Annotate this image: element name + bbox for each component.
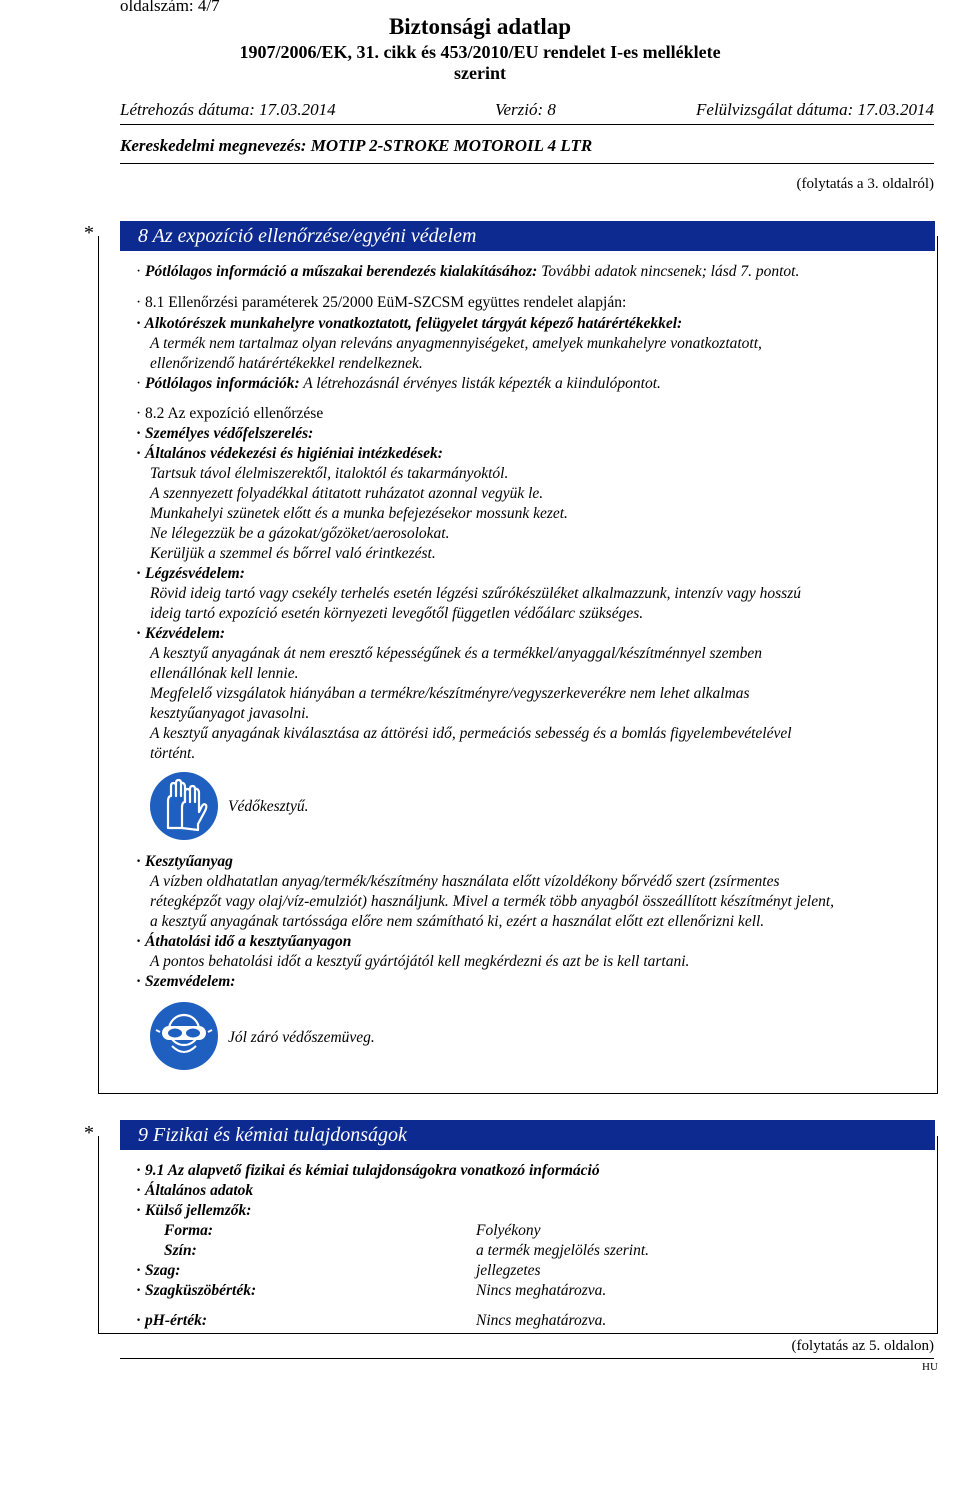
control-parameters-label: 8.1 Ellenőrzési paraméterek: [145, 294, 319, 311]
technical-info-label: Pótlólagos információ a műszakai berendezés kialakításához:: [145, 263, 538, 280]
trade-name: Kereskedelmi megnevezés: MOTIP 2-STROKE MOTOROIL 4 LTR: [120, 136, 593, 155]
version: Verzió: 8: [495, 100, 556, 119]
footer-divider: [120, 1358, 934, 1359]
section-9-heading: 9 Fizikai és kémiai tulajdonságok: [120, 1120, 935, 1150]
section-9-content: [136, 1161, 936, 1331]
hand-line: történt.: [150, 745, 196, 762]
penetration-text: A pontos behatolási időt a kesztyű gyártójától kell megkérdezni és azt be is kell tartani.: [150, 953, 690, 970]
components-label: · Alkotórészek munkahelyre vonatkoztatott, felügyelet tárgyát képező határértékekkel:: [136, 315, 683, 332]
hand-protection-label: · Kézvédelem:: [136, 625, 226, 642]
regulation-reference: 1907/2006/EK, 31. cikk és 453/2010/EU rendelet I-es melléklete: [239, 42, 721, 62]
glove-material-line: rétegképzőt vagy olaj/víz-emulziót) használjunk. Mivel a termék több anyagból összeállított készítményt jelent,: [150, 893, 835, 910]
color-value: a termék megjelölés szerint.: [476, 1242, 650, 1259]
odor-threshold-label: · Szagküszöbérték:: [136, 1282, 257, 1299]
language-code: HU: [922, 1361, 938, 1373]
gloves-icon: [150, 772, 218, 840]
goggles-icon: [150, 1002, 218, 1070]
section-8-content: [136, 262, 936, 1082]
hand-line: kesztyűanyagot javasolni.: [150, 705, 310, 722]
hand-line: Megfelelő vizsgálatok hiányában a termékre/készítményre/vegyszerkeverékre nem lehet alkalmas: [150, 685, 750, 702]
control-parameters-line: · 8.1 Ellenőrzési paraméterek 25/2000 EüM-SZCSM együttes rendelet alapján:: [136, 294, 627, 311]
continued-from: (folytatás a 3. oldalról): [796, 176, 934, 192]
respiratory-line: ideig tartó expozíció esetén környezeti levegőtől független védőálarc szükséges.: [150, 605, 644, 622]
eye-protection-label: · Szemvédelem:: [136, 973, 236, 990]
hygiene-label: · Általános védekezési és higiéniai intézkedések:: [136, 445, 443, 462]
created-date: Létrehozás dátuma: 17.03.2014: [120, 100, 336, 119]
revision-marker: *: [84, 1122, 94, 1144]
color-label: Szín:: [164, 1242, 197, 1259]
hand-line: ellenállónak kell lennie.: [150, 665, 299, 682]
revision-marker: *: [84, 222, 94, 244]
hygiene-line: Munkahelyi szünetek előtt és a munka befejezésekor mossunk kezet.: [150, 505, 568, 522]
respiratory-label: · Légzésvédelem:: [136, 565, 245, 582]
document-title: Biztonsági adatlap: [388, 14, 572, 39]
ph-value: Nincs meghatározva.: [476, 1312, 607, 1329]
technical-info-text: További adatok nincsenek; lásd 7. pontot.: [537, 263, 800, 280]
glove-material-line: A vízben oldhatatlan anyag/termék/készítmény használata előtt vízoldékony bőrvédő szert (zsírmentes: [150, 873, 780, 890]
odor-label: · Szag:: [136, 1262, 181, 1279]
hygiene-line: Tartsuk távol élelmiszerektől, italoktól és takarmányoktól.: [150, 465, 509, 482]
penetration-label: · Áthatolási idő a kesztyűanyagon: [136, 933, 352, 950]
ph-label: · pH-érték:: [136, 1312, 208, 1329]
form-label: Forma:: [164, 1222, 214, 1239]
header-divider: [120, 124, 934, 125]
hygiene-line: A szennyezett folyadékkal átitatott ruházatot azonnal vegyük le.: [150, 485, 544, 502]
glove-material-line: a kesztyű anyagának tartóssága előre nem számítható ki, ezért a használat előtt ezt ellenőrizni kell.: [150, 913, 765, 930]
odor-value: jellegzetes: [476, 1262, 541, 1279]
goggles-caption: Jól záró védőszemüveg.: [228, 1029, 375, 1046]
hygiene-line: Ne lélegezzük be a gázokat/gőzöket/aerosolokat.: [150, 525, 450, 542]
glove-material-label: · Kesztyűanyag: [136, 853, 233, 870]
respiratory-line: Rövid ideig tartó vagy csekély terhelés esetén légzési szűrókészüléket alkalmazzunk, intenzív vagy hosszú: [150, 585, 801, 602]
section-8-heading: 8 Az expozíció ellenőrzése/egyéni védelem: [120, 221, 935, 251]
components-text-2: ellenőrizendő határértékekkel rendelkeznek.: [150, 355, 423, 372]
regulation-suffix: szerint: [454, 63, 506, 83]
hand-line: A kesztyű anyagának kiválasztása az áttörési idő, permeációs sebesség és a bomlás figyelembevételével: [150, 725, 792, 742]
exposure-controls-label: · 8.2 Az expozíció ellenőrzése: [136, 405, 324, 422]
additional-info-line: · Pótlólagos információk: A létrehozásnál érvényes listák képezték a kiindulópontot.: [136, 375, 661, 392]
trade-divider: [120, 163, 934, 164]
continued-to: (folytatás az 5. oldalon): [791, 1338, 934, 1354]
basic-properties-label: · 9.1 Az alapvető fizikai és kémiai tulajdonságokra vonatkozó információ: [136, 1162, 600, 1179]
odor-threshold-value: Nincs meghatározva.: [476, 1282, 607, 1299]
components-text-1: A termék nem tartalmaz olyan releváns anyagmennyiségeket, amelyek munkahelyre vonatkoztatott,: [150, 335, 762, 352]
general-info-label: · Általános adatok: [136, 1182, 254, 1199]
form-value: Folyékony: [476, 1222, 541, 1239]
hand-line: A kesztyű anyagának át nem eresztő képességűnek és a termékkel/anyaggal/készítménnyel szemben: [150, 645, 763, 662]
ppe-label: · Személyes védőfelszerelés:: [136, 425, 314, 442]
revised-date: Felülvizsgálat dátuma: 17.03.2014: [696, 100, 934, 119]
page-number: oldalszám: 4/7: [120, 0, 220, 15]
hygiene-line: Kerüljük a szemmel és bőrrel való érintkezést.: [150, 545, 436, 562]
control-parameters-text: 25/2000 EüM-SZCSM együttes rendelet alapján:: [318, 294, 627, 311]
technical-info-line: · Pótlólagos információ a műszakai berendezés kialakításához: További adatok nincsenek; lásd 7. pontot.: [136, 263, 800, 280]
gloves-caption: Védőkesztyű.: [228, 798, 309, 815]
appearance-label: · Külső jellemzők:: [136, 1202, 252, 1219]
